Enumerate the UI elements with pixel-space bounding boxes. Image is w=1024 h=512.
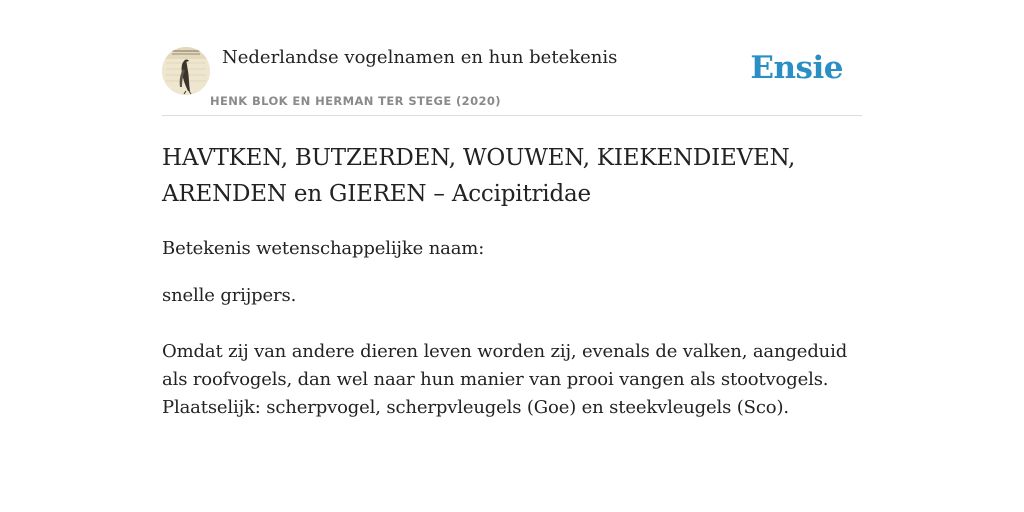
header — [162, 44, 862, 116]
book-cover-bird-icon[interactable] — [162, 47, 210, 95]
entry-card — [162, 44, 862, 422]
ensie-logo-link[interactable]: Ensie — [750, 50, 843, 86]
book-authors: HENK BLOK EN HERMAN TER STEGE (2020) — [210, 94, 501, 108]
entry-paragraph: snelle grijpers. — [162, 285, 297, 306]
entry-paragraph: Betekenis wetenschappelijke naam: — [162, 238, 485, 259]
book-title[interactable]: Nederlandse vogelnamen en hun betekenis — [222, 47, 618, 68]
entry-paragraph: Omdat zij van andere dieren leven worden zij, evenals de valken, aangeduid als roofvogels, dan wel naar hun manier van prooi vangen als stootvogels. Plaatselijk: scherpvogel, scherpvleugels (Goe) en steekvleugels (Sco). — [162, 341, 848, 418]
entry-title: HAVTKEN, BUTZERDEN, WOUWEN, KIEKENDIEVEN, ARENDEN en GIEREN – Accipitridae — [162, 145, 796, 207]
